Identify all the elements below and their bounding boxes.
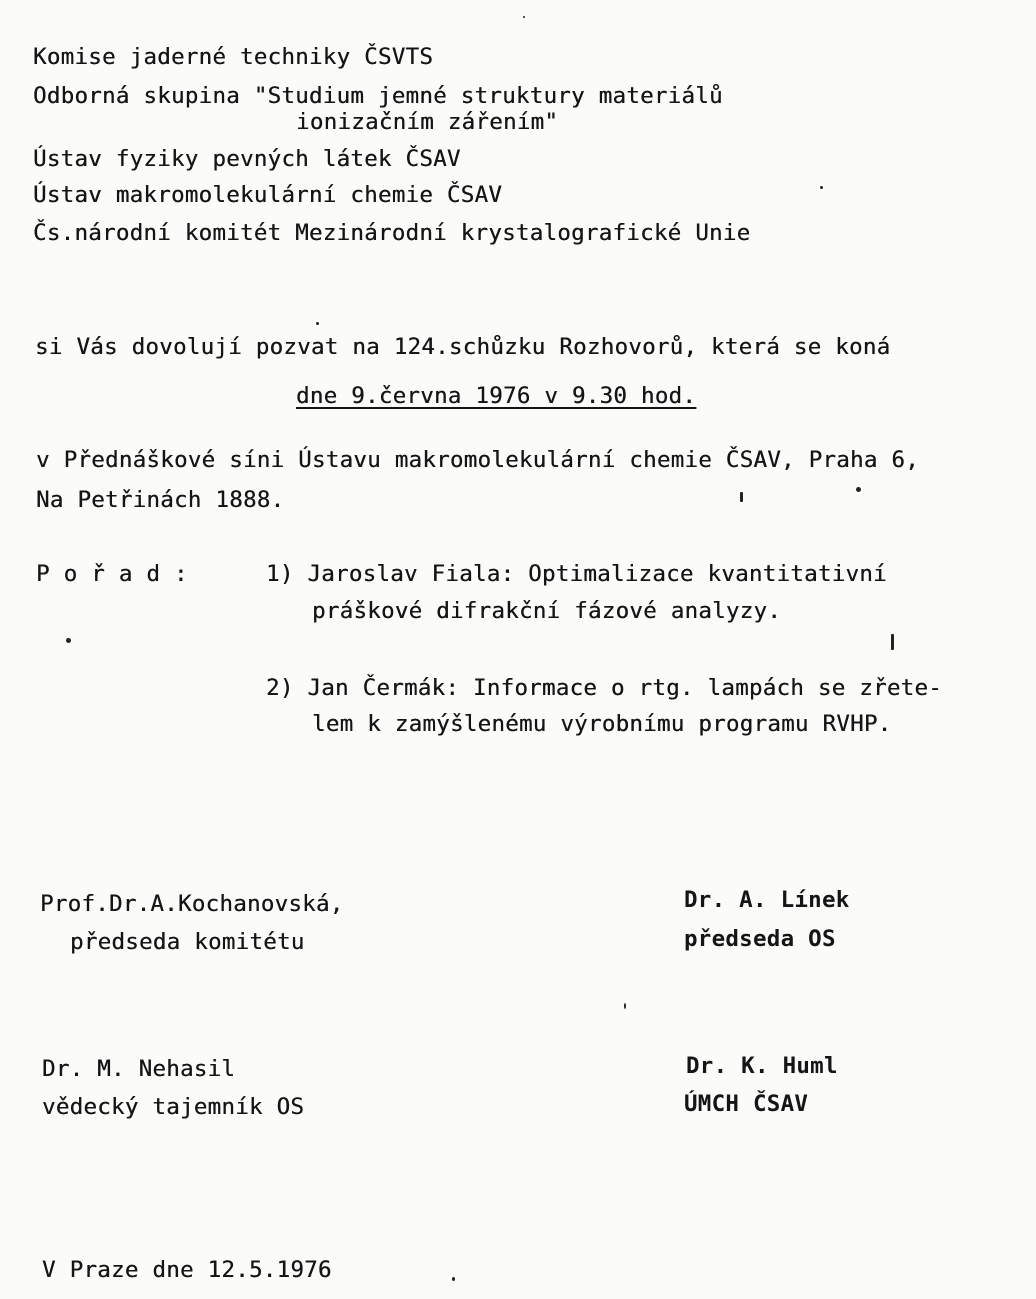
paper-speck xyxy=(66,638,71,643)
signatory-role: ÚMCH ČSAV xyxy=(684,1091,809,1117)
paper-speck xyxy=(523,16,525,18)
signatory-role: předseda OS xyxy=(684,926,836,952)
signatory-role: předseda komitétu xyxy=(70,929,305,955)
signatory-name: Prof.Dr.A.Kochanovská, xyxy=(40,891,344,917)
paper-speck xyxy=(820,186,823,189)
signatory-role: vědecký tajemník OS xyxy=(42,1094,305,1120)
program-label: P o ř a d : xyxy=(36,561,188,587)
program-item-line: lem k zamýšlenému výrobnímu programu RVHP. xyxy=(312,711,892,737)
program-item-line: 2) Jan Čermák: Informace o rtg. lampách se zřete- xyxy=(266,675,943,701)
organizer-line: Ústav makromolekulární chemie ČSAV xyxy=(33,182,503,208)
paper-speck xyxy=(452,1277,455,1281)
program-item-line: 1) Jaroslav Fiala: Optimalizace kvantitativní xyxy=(266,561,887,587)
invitation-text: si Vás dovolují pozvat na 124.schůzku Rozhovorů, která se koná xyxy=(35,334,891,360)
organizer-line: Ústav fyziky pevných látek ČSAV xyxy=(33,146,461,172)
paper-speck xyxy=(316,322,319,325)
signatory-name: Dr. A. Línek xyxy=(684,887,850,913)
paper-speck xyxy=(856,487,861,492)
organizer-line: Komise jaderné techniky ČSVTS xyxy=(33,44,434,70)
place-and-date: V Praze dne 12.5.1976 xyxy=(42,1257,332,1283)
organizer-line: Odborná skupina "Studium jemné struktury materiálů xyxy=(33,83,723,109)
organizer-line-continuation: ionizačním zářením" xyxy=(296,109,559,135)
signatory-name: Dr. M. Nehasil xyxy=(42,1056,236,1082)
program-item-line: práškové difrakční fázové analyzy. xyxy=(312,598,782,624)
venue-line: Na Petřinách 1888. xyxy=(36,487,285,513)
paper-speck xyxy=(740,492,743,502)
venue-line: v Přednáškové síni Ústavu makromolekulární chemie ČSAV, Praha 6, xyxy=(36,447,919,473)
meeting-date-time: dne 9.června 1976 v 9.30 hod. xyxy=(296,383,697,409)
organizer-line: Čs.národní komitét Mezinárodní krystalografické Unie xyxy=(33,220,751,246)
signatory-name: Dr. K. Huml xyxy=(686,1053,838,1079)
paper-speck xyxy=(624,1003,626,1009)
paper-speck xyxy=(891,634,894,650)
